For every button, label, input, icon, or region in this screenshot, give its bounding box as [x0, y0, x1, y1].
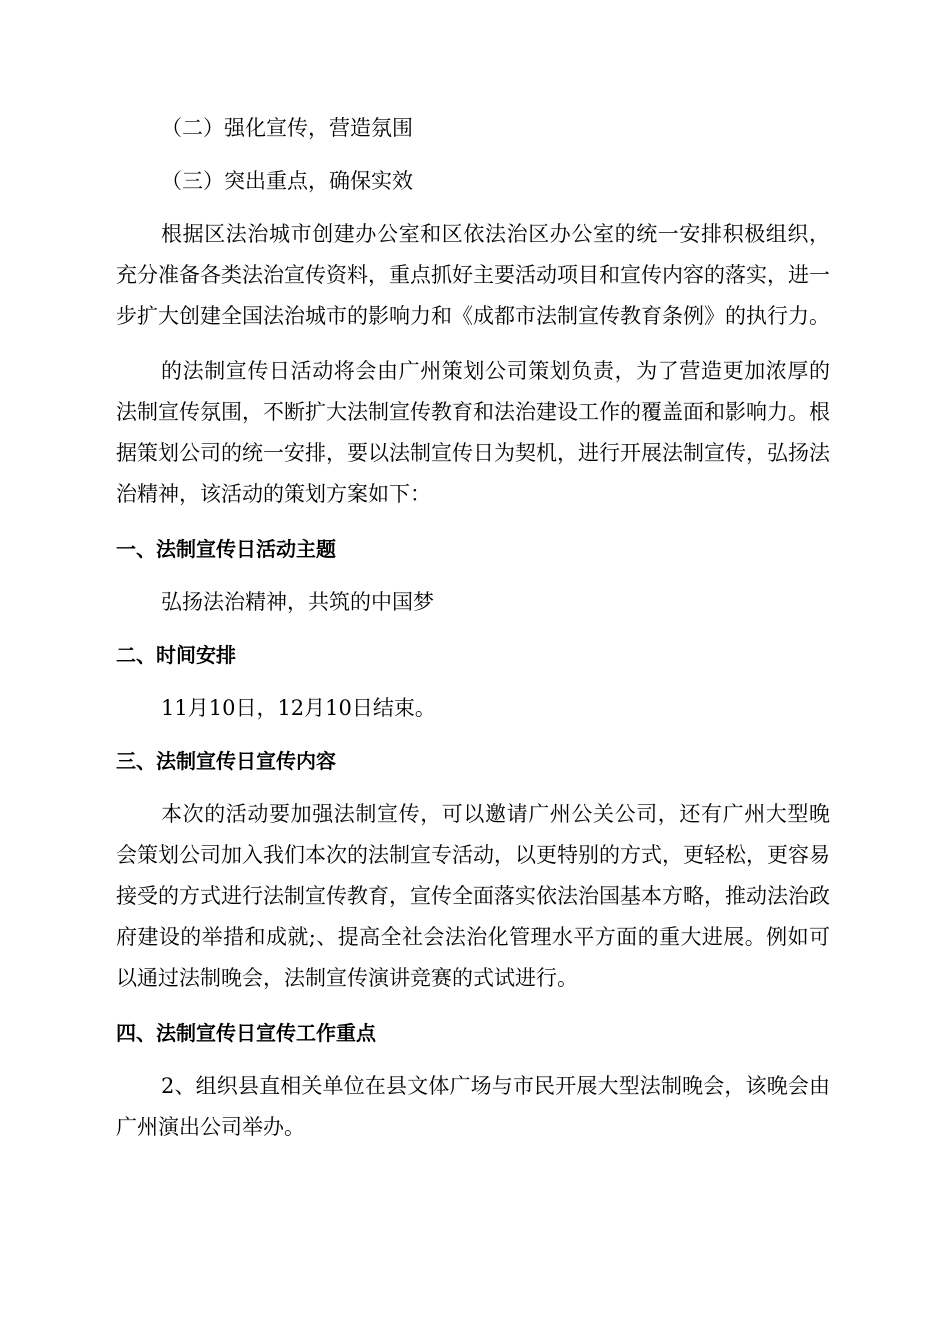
theme-text: 弘扬法治精神，共筑的中国梦 — [161, 590, 434, 614]
paragraph-3: 本次的活动要加强法制宣传，可以邀请广州公关公司，还有广州大型晚会策划公司加入我们本次的法制宣专活动，以更特别的方式，更轻松，更容易接受的方式进行法制宣传教育，宣传全面落实依法治国基本方略，推动法治政府建设的举措和成就;、提高全社会法治化管理水平方面的重大进展。例如可以通过法制晚会，法制宣传演讲竞赛的式试进行。 — [116, 802, 830, 990]
heading-theme: 一、法制宣传日活动主题 — [116, 537, 336, 561]
heading-schedule: 二、时间安排 — [116, 643, 236, 667]
heading-focus: 四、法制宣传日宣传工作重点 — [116, 1021, 376, 1045]
paragraph-1: 根据区法治城市创建办公室和区依法治区办公室的统一安排积极组织，充分准备各类法治宣传资料，重点抓好主要活动项目和宣传内容的落实，进一步扩大创建全国法治城市的影响力和《成都市法制宣传教育条例》的执行力。 — [116, 222, 830, 328]
heading-content: 三、法制宣传日宣传内容 — [116, 749, 336, 773]
paragraph-4: 2、组织县直相关单位在县文体广场与市民开展大型法制晚会，该晚会由广州演出公司举办。 — [116, 1074, 830, 1139]
document-page — [116, 108, 830, 1148]
paragraph-2: 的法制宣传日活动将会由广州策划公司策划负责，为了营造更加浓厚的法制宣传氛围，不断扩大法制宣传教育和法治建设工作的覆盖面和影响力。根据策划公司的统一安排，要以法制宣传日为契机，进行开展法制宣传，弘扬法治精神，该活动的策划方案如下： — [116, 359, 830, 506]
section-item-3: （三）突出重点，确保实效 — [161, 169, 413, 193]
section-item-2: （二）强化宣传，营造氛围 — [161, 116, 413, 140]
schedule-text: 11月10日，12月10日结束。 — [161, 696, 436, 720]
